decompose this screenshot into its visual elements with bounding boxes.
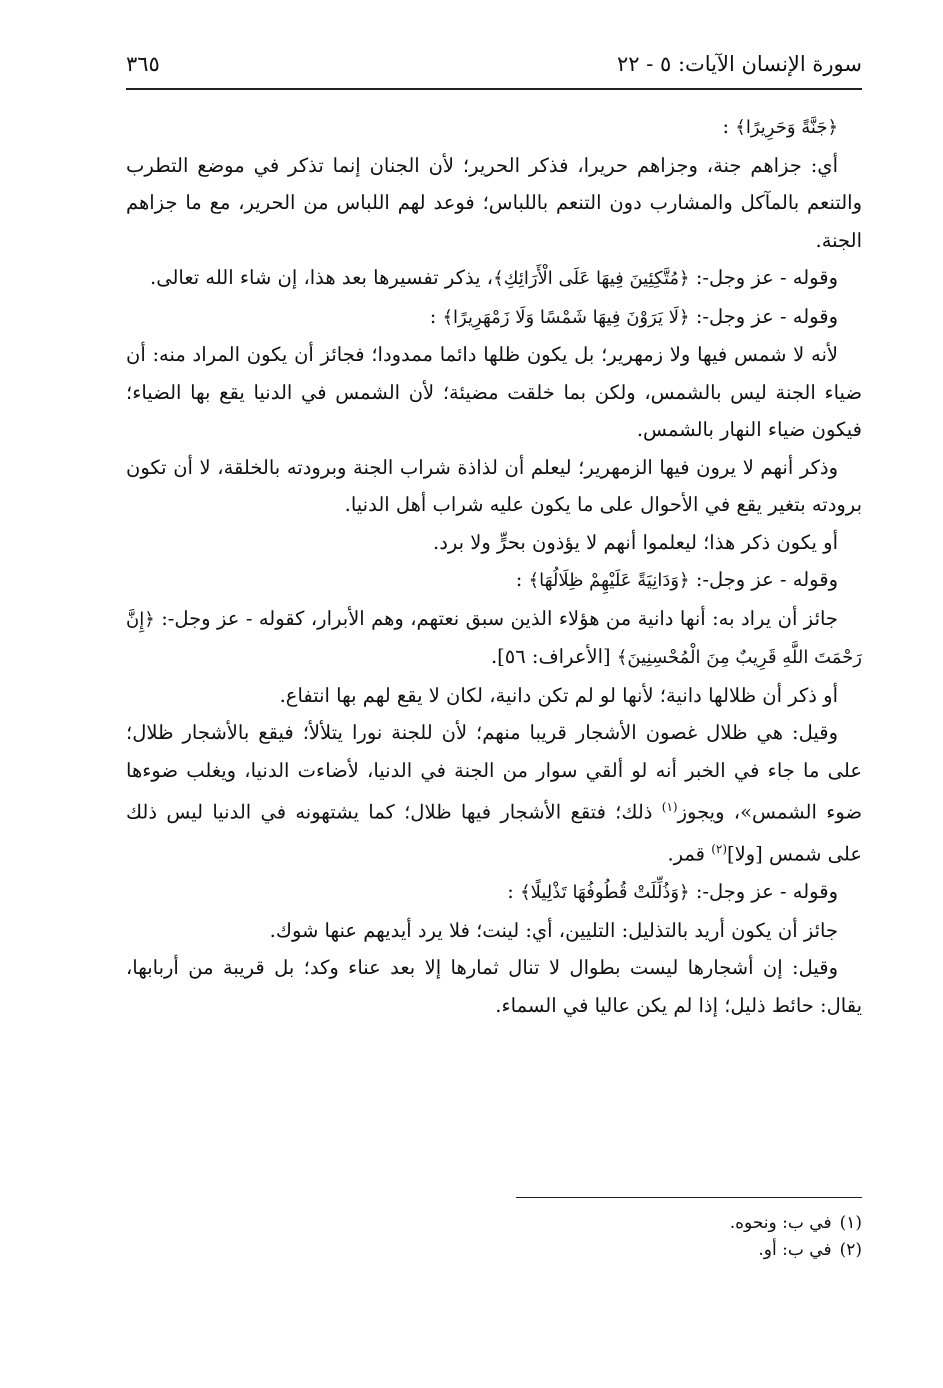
paragraph: وذكر أنهم لا يرون فيها الزمهرير؛ ليعلم أن لذاذة شراب الجنة وبرودته بالخلقة، لا أن تكون برودته بتغير يقع في الأحوال على ما يكون عليه شراب أهل الدنيا.	[126, 455, 862, 516]
verse-reference: [الأعراف: ٥٦].	[490, 645, 611, 668]
paragraph: وقيل: هي ظلال غصون الأشجار قريبا منهم؛ لأن للجنة نورا يتلألأ؛ فيقع بالأشجار ظلال؛ على ما جاء في الخبر أنه لو ألقي سوار من الجنة في الدنيا، لأضاءت الدنيا، ويغلب ضوءها ضوء الشمس»، ويجوز$^{(١)}$ ذلك؛ فتقع الأشجار فيها ظلال؛ كما يشتهونه في الدنيا ليس ذلك على شمس [ولا]$^{(٢)}$ قمر.	[126, 721, 863, 866]
paragraph: وقوله - عز وجل-: ﴿لَا يَرَوْنَ فِيهَا شَمْسًا وَلَا زَمْهَرِيرًا﴾ :	[429, 304, 838, 328]
page-number: ٣٦٥	[126, 52, 160, 76]
paragraph: أو ذكر أن ظلالها دانية؛ لأنها لو لم تكن دانية، لكان لا يقع لهم بها انتفاع.	[279, 683, 838, 707]
quran-verse: ﴿مُتَّكِئِينَ فِيهَا عَلَى الْأَرَائِكِ﴾	[493, 268, 690, 289]
quran-verse: ﴿لَا يَرَوْنَ فِيهَا شَمْسًا وَلَا زَمْهَرِيرًا﴾	[442, 306, 690, 328]
paragraph: جائز أن يكون أريد بالتذليل: التليين، أي: لينت؛ فلا يرد أيديهم عنها شوك.	[269, 918, 838, 942]
footnote	[600, 1210, 862, 1237]
footnote-divider	[516, 1197, 862, 1198]
footnote-number: (١)	[839, 1213, 862, 1233]
footnotes	[600, 1210, 862, 1264]
footnote-text: في ب: ونحوه.	[729, 1213, 832, 1233]
page-header	[126, 44, 862, 84]
running-title: سورة الإنسان الآيات: ٥ - ٢٢	[616, 52, 862, 76]
paragraph: وقوله - عز وجل-: ﴿مُتَّكِئِينَ فِيهَا عَلَى الْأَرَائِكِ﴾، يذكر تفسيرها بعد هذا، إن شاء الله تعالى.	[150, 266, 838, 289]
paragraph: لأنه لا شمس فيها ولا زمهرير؛ بل يكون ظلها دائما ممدودا؛ فجائز أن يكون المراد منه: أن ضياء الجنة ليس بالشمس، ولكن بما خلقت مضيئة؛ لأن الشمس في الدنيا يقع بها الضياء؛ فيكون ضياء النهار بالشمس.	[126, 343, 862, 441]
quran-verse: ﴿وَدَانِيَةً عَلَيْهِمْ ظِلَالُهَا﴾	[528, 570, 690, 591]
footnote-text: في ب: أو.	[758, 1240, 832, 1260]
paragraph: أو يكون ذكر هذا؛ ليعلموا أنهم لا يؤذون بحرٍّ ولا برد.	[433, 530, 838, 554]
paragraph: ﴿جَنَّةً وَحَرِيرًا﴾ :	[722, 115, 838, 138]
quran-verse: ﴿إِنَّ رَحْمَتَ اللَّهِ قَرِيبٌ مِنَ الْمُحْسِنِينَ﴾	[126, 608, 862, 668]
quran-verse: ﴿وَذُلِّلَتْ قُطُوفُهَا تَذْلِيلًا﴾	[520, 882, 690, 903]
footnote-marker: (١)	[661, 800, 678, 814]
paragraph: وقوله - عز وجل-: ﴿وَدَانِيَةً عَلَيْهِمْ ظِلَالُهَا﴾ :	[515, 568, 838, 591]
header-divider	[126, 88, 862, 90]
main-text	[126, 108, 862, 1024]
quran-verse: ﴿جَنَّةً وَحَرِيرًا﴾	[735, 117, 838, 138]
paragraph: أي: جزاهم جنة، وجزاهم حريرا، فذكر الحرير؛ لأن الجنان إنما تذكر في موضع التطرب والتنعم بالمآكل والمشارب دون التنعم باللباس؛ فوعد لهم اللباس من الحرير، مع ما جزاهم الجنة.	[126, 153, 862, 252]
footnote-number: (٢)	[839, 1240, 862, 1260]
paragraph: وقيل: إن أشجارها ليست بطوال لا تنال ثمارها إلا بعد عناء وكد؛ بل قريبة من أربابها، يقال: حائط ذليل؛ إذا لم يكن عاليا في السماء.	[126, 956, 862, 1017]
paragraph: وقوله - عز وجل-: ﴿وَذُلِّلَتْ قُطُوفُهَا تَذْلِيلًا﴾ :	[507, 880, 838, 903]
footnote-marker: (٢)	[711, 842, 728, 856]
paragraph: جائز أن يراد به: أنها دانية من هؤلاء الذين سبق نعتهم، وهم الأبرار، كقوله - عز وجل-: ﴿إِنَّ رَحْمَتَ اللَّهِ قَرِيبٌ مِنَ الْمُحْسِنِينَ﴾ [الأعراف: ٥٦].	[126, 606, 862, 668]
footnote	[600, 1237, 862, 1264]
